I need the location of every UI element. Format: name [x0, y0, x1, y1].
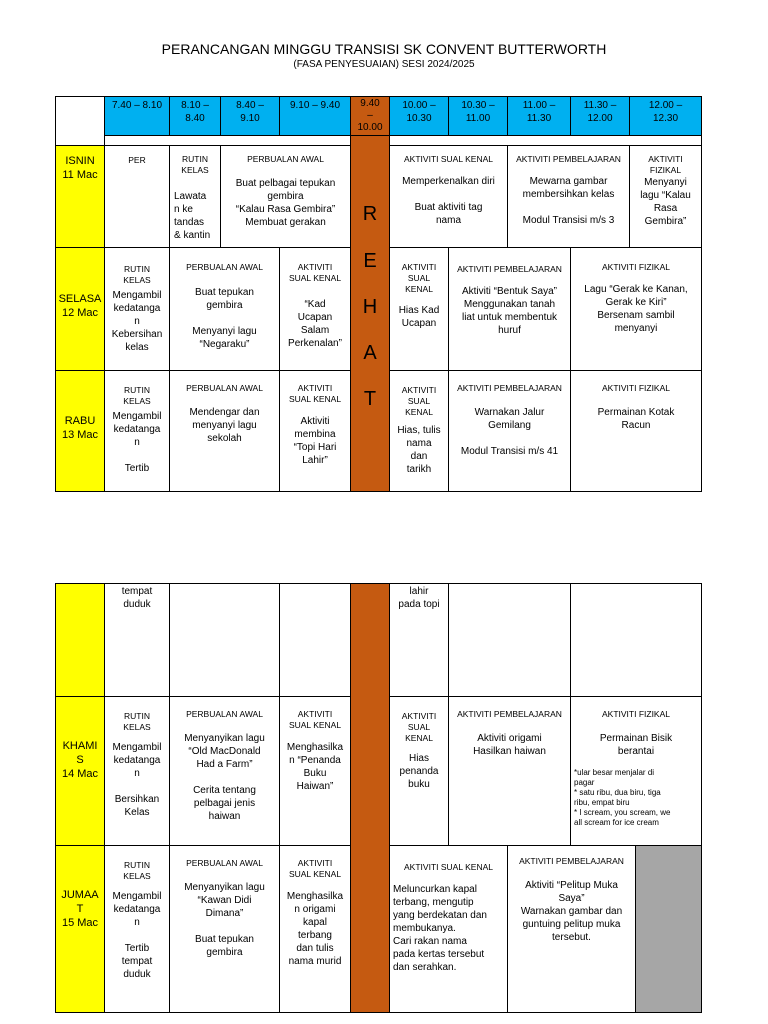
cell-text: Meluncurkan kapal terbang, mengutip yang berdekatan dan membukanya. Cari rakan nama pada kertas tersebut dan serahkan. [393, 884, 487, 973]
selasa-cell-4 [389, 247, 449, 371]
isnin-cell-6 [629, 145, 702, 248]
time-header-9: 11.30 – 12.00 [570, 96, 630, 136]
corner-cell [55, 96, 105, 146]
rabu-cell-4 [389, 370, 449, 492]
khamis-cell-3 [279, 696, 351, 846]
cell-text: Menyanyi lagu “Kalau Rasa Gembira” [640, 177, 691, 227]
cell-label: RUTIN KELAS [123, 711, 151, 732]
cell-label: PERBUALAN AWAL [186, 858, 263, 868]
isnin-cell-4 [389, 145, 508, 248]
cell-text: Mengambil kedatanga n Tertib tempat duduk [112, 891, 162, 980]
cont-cell-3 [279, 583, 351, 697]
cell-text: Permainan Kotak Racun [597, 407, 675, 431]
time-header-1: 7.40 – 8.10 [104, 96, 170, 136]
khamis-cell-4 [389, 696, 449, 846]
cell-text: Menghasilka n origami kapal terbang dan tulis nama murid [286, 891, 344, 967]
rabu-cell-1 [104, 370, 170, 492]
selasa-cell-6 [570, 247, 702, 371]
cell-label: AKTIVITI PEMBELAJARAN [457, 383, 562, 393]
cell-label: AKTIVITI SUAL KENAL [404, 154, 493, 164]
day-khamis: KHAMI S 14 Mac [55, 696, 105, 846]
cell-label: PERBUALAN AWAL [186, 709, 263, 719]
cell-text: “Kad Ucapan Salam Perkenalan” [288, 299, 342, 349]
rabu-cell-2 [169, 370, 280, 492]
cell-text: Buat tepukan gembira Menyanyi lagu “Negaraku” [192, 287, 257, 350]
day-selasa: SELASA 12 Mac [55, 247, 105, 371]
cell-label: AKTIVITI SUAL KENAL [401, 711, 437, 743]
time-header-3: 8.40 – 9.10 [220, 96, 280, 136]
selasa-cell-1 [104, 247, 170, 371]
khamis-cell-6 [570, 696, 702, 846]
page-title: PERANCANGAN MINGGU TRANSISI SK CONVENT BUTTERWORTH [161, 41, 607, 57]
cell-label: AKTIVITI FIZIKAL [601, 383, 670, 393]
cell-text: Permainan Bisik berantai [599, 733, 673, 757]
khamis-cell-1 [104, 696, 170, 846]
break-letter: E [363, 250, 377, 272]
rabu-cell-3 [279, 370, 351, 492]
isnin-cell-3 [220, 145, 351, 248]
cont-cell-6 [570, 583, 702, 697]
day-rabu: RABU 13 Mac [55, 370, 105, 492]
isnin-cell-2 [169, 145, 221, 248]
cell-text: Lawata n ke tandas & kantin [174, 191, 211, 241]
page-subtitle: (FASA PENYESUAIAN) SESI 2024/2025 [293, 59, 475, 70]
cell-text: Aktiviti membina “Topi Hari Lahir” [293, 416, 337, 466]
cell-label: AKTIVITI PEMBELAJARAN [516, 154, 621, 164]
khamis-cell-2 [169, 696, 280, 846]
time-header-2: 8.10 – 8.40 [169, 96, 221, 136]
break-letter: A [363, 342, 377, 364]
cell-label: AKTIVITI SUAL KENAL [288, 383, 342, 404]
break-letter: R [362, 203, 378, 225]
cell-text: Buat pelbagai tepukan gembira “Kalau Rasa Gembira” Membuat gerakan [235, 178, 336, 228]
cell-label: AKTIVITI SUAL KENAL [288, 709, 342, 730]
cell-text: Hias Kad Ucapan [398, 305, 440, 329]
cell-text: Hias, tulis nama dan tarikh [397, 425, 441, 475]
cell-label: AKTIVITI FIZIKAL [601, 262, 670, 272]
time-header-4: 9.10 – 9.40 [279, 96, 351, 136]
cell-notes: *ular besar menjalar di pagar * satu ribu, dua biru, tiga ribu, empat biru * I scream, you scream, we all scream for ice cream [574, 768, 671, 827]
time-header-break: 9.40 – 10.00 [350, 96, 390, 136]
rabu-cell-5 [448, 370, 571, 492]
isnin-cell-1: PER [104, 145, 170, 248]
cell-label: PERBUALAN AWAL [247, 154, 324, 164]
cell-label: AKTIVITI SUAL KENAL [404, 862, 493, 872]
time-header-10: 12.00 – 12.30 [629, 96, 702, 136]
isnin-cell-5 [507, 145, 630, 248]
cell-label: RUTIN KELAS [123, 385, 151, 406]
day-jumaat: JUMAA T 15 Mac [55, 845, 105, 1013]
selasa-cell-2 [169, 247, 280, 371]
cell-label: AKTIVITI SUAL KENAL [288, 858, 342, 879]
selasa-cell-5 [448, 247, 571, 371]
cell-text: Menghasilka n “Penanda Buku Haiwan” [286, 742, 344, 792]
day-isnin: ISNIN 11 Mac [55, 145, 105, 248]
cell-text: Mendengar dan menyanyi lagu sekolah [189, 407, 260, 444]
cell-text: Aktiviti origami Hasilkan haiwan [473, 733, 546, 757]
rabu-cell-6 [570, 370, 702, 492]
jumaat-cell-5 [507, 845, 636, 1013]
cell-text: Mewarna gambar membersihkan kelas Modul Transisi m/s 3 [522, 176, 615, 226]
cell-text: Warnakan Jalur Gemilang Modul Transisi m/s 41 [460, 407, 559, 457]
cell-text: Lagu “Gerak ke Kanan, Gerak ke Kiri” Bersenam sambil menyanyi [584, 284, 688, 334]
cell-text: Hias penanda buku [399, 753, 439, 790]
time-header-7: 10.30 – 11.00 [448, 96, 508, 136]
cell-label: RUTIN KELAS [181, 154, 209, 175]
cell-text: Memperkenalkan diri Buat aktiviti tag nama [402, 176, 495, 226]
jumaat-cell-1 [104, 845, 170, 1013]
cont-cell-1: tempat duduk [104, 583, 170, 697]
cell-text: Menyanyikan lagu “Kawan Didi Dimana” Buat tepukan gembira [184, 882, 265, 958]
cell-text: Menyanyikan lagu “Old MacDonald Had a Farm” Cerita tentang pelbagai jenis haiwan [184, 733, 265, 822]
cell-label: AKTIVITI PEMBELAJARAN [457, 264, 562, 274]
cell-label: AKTIVITI PEMBELAJARAN [457, 709, 562, 719]
break-letter: T [363, 388, 377, 410]
break-column-2 [350, 583, 390, 1013]
cell-text: Mengambil kedatanga n Tertib [112, 411, 162, 474]
jumaat-cell-3 [279, 845, 351, 1013]
cell-label: RUTIN KELAS [123, 860, 151, 881]
cell-label: AKTIVITI SUAL KENAL [288, 262, 342, 283]
cell-text: Mengambil kedatanga n Kebersihan kelas [111, 290, 163, 353]
cell-label: PERBUALAN AWAL [186, 383, 263, 393]
cell-label: AKTIVITI FIZIKAL [648, 154, 683, 175]
cell-label: AKTIVITI PEMBELAJARAN [519, 856, 624, 866]
jumaat-empty-cell [635, 845, 702, 1013]
jumaat-cell-4 [389, 845, 508, 1013]
time-header-8: 11.00 – 11.30 [507, 96, 571, 136]
cont-cell-5 [448, 583, 571, 697]
cell-text: Aktiviti “Pelitup Muka Saya” Warnakan gambar dan guntuing pelitup muka tersebut. [520, 880, 623, 943]
cont-cell-2 [169, 583, 280, 697]
khamis-cell-5 [448, 696, 571, 846]
jumaat-cell-2 [169, 845, 280, 1013]
cell-label: PERBUALAN AWAL [186, 262, 263, 272]
cell-text: Mengambil kedatanga n Bersihkan Kelas [112, 742, 162, 818]
selasa-cell-3 [279, 247, 351, 371]
day-continued [55, 583, 105, 697]
cell-label: AKTIVITI SUAL KENAL [401, 385, 437, 417]
cell-label: AKTIVITI SUAL KENAL [401, 262, 437, 294]
cell-label: AKTIVITI FIZIKAL [601, 709, 670, 719]
time-header-6: 10.00 – 10.30 [389, 96, 449, 136]
cont-cell-4: lahir pada topi [389, 583, 449, 697]
cell-label: RUTIN KELAS [123, 264, 151, 285]
break-letter: H [362, 296, 378, 318]
cell-text: Aktiviti “Bentuk Saya” Menggunakan tanah liat untuk membentuk huruf [461, 286, 558, 336]
